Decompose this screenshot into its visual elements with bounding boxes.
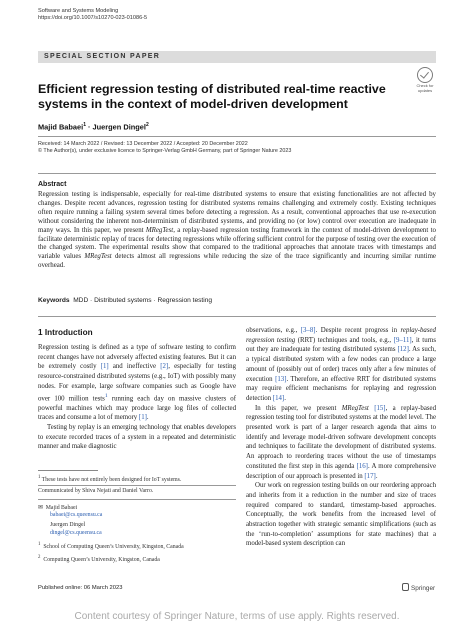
footnote: $^1$ These tests have not entirely been designed for IoT systems. xyxy=(38,475,182,483)
divider xyxy=(38,173,436,174)
citation-link[interactable]: [2] xyxy=(160,363,169,371)
citation-link[interactable]: [3–8] xyxy=(300,327,316,334)
affiliation: School of Computing Queen’s University, Kingston, Canada xyxy=(43,543,184,550)
publisher-logo: Springer xyxy=(402,583,435,592)
courtesy-notice: Content courtesy of Springer Nature, terms of use apply. Rights reserved. xyxy=(74,611,400,622)
journal-header xyxy=(38,8,147,23)
paragraph: Our work on regression testing builds on our reordering approach and inherits from it a reduction in the number and size of traces required compared to standard, timestamp-based approaches. Conceptually, the work benefits from the increased level of abstraction together with strategic semantic simplifications (such as the ‘run-to-completion’ assumptions for state machines) that a model-based system description can xyxy=(246,482,436,548)
published-date: Published online: 06 March 2023 xyxy=(38,585,123,591)
communicated-by: Communicated by Shiva Nejati and Daniel Varro. xyxy=(38,488,154,494)
citation-link[interactable]: [12] xyxy=(397,346,409,354)
citation-link[interactable]: [1] xyxy=(138,414,147,422)
author-name: Juergen Dingel xyxy=(50,522,86,529)
author-name: Majid Babaei xyxy=(45,505,78,511)
springer-horse-icon xyxy=(402,583,409,591)
right-column xyxy=(246,326,436,549)
citation-link[interactable]: [15] xyxy=(374,404,386,412)
abstract-heading: Abstract xyxy=(38,181,67,188)
section-banner xyxy=(38,51,436,63)
paragraph: Regression testing is defined as a type of software testing to confirm recent changes have not adversely affected existing features. But it can be extremely costly [1] and ineffective [2], especially for testing resource-constrained distributed systems (e.g., IoT) with possibly many nodes. For example, large software companies such as Google have over 100 million tests$^1$ running each day on massive clusters of powerful machines which may produce large log files of collected traces and consume a lot of memory [1]. xyxy=(38,344,236,422)
copyright-line: © The Author(s), under exclusive licence to Springer-Verlag GmbH Germany, part of Springer Nature 2023 xyxy=(38,148,292,154)
paragraph: observations, e.g., [3–8]. Despite recent progress in replay-based regression testing (RRT) techniques and tools, e.g., [9–11], it turns out they are inadequate for testing distributed systems [12]. As such, a typical distributed system with a few nodes can produce a large amount of (possibly out of order) traces only after a few minutes of execution [13]. Therefore, an effective RRT for distributed systems may require efficient mechanisms for replaying and regression detection [14]. xyxy=(246,327,436,402)
paper-title: Efficient regression testing of distributed real-time reactive systems in the context of model-driven development xyxy=(38,82,386,111)
author-list: Majid Babaei$^1$ · Juergen Dingel$^2$ xyxy=(38,122,149,132)
citation-link[interactable]: [9–11] xyxy=(393,336,412,344)
section-label: SPECIAL SECTION PAPER xyxy=(44,53,161,60)
keywords: Keywords MDD · Distributed systems · Regression testing xyxy=(38,297,213,304)
article-history xyxy=(38,141,291,155)
citation-link[interactable]: [13] xyxy=(275,375,287,383)
divider xyxy=(38,136,436,137)
author-name[interactable]: Majid Babaei xyxy=(38,122,84,132)
citation-link[interactable]: [17] xyxy=(364,472,376,480)
left-column xyxy=(38,343,236,452)
abstract-text: Regression testing is indispensable, especially for real-time distributed systems to ensure that existing functionalities are not affected by changes. Despite recent advances, regression testing for distributed systems remains challenging and extremely costly. Existing techniques often require running a failing system several times before detecting a regression. As a result, conventional approaches that use re-execution without considering the inherent non-determinism of distributed systems, and providing no (or low) control over execution are inadequate in many ways. In this paper, we present MRegTest, a replay-based regression testing framework in the context of model-driven development to facilitate deterministic replay of traces for detecting regressions while offering sufficient control for the purpose of testing over the execution of the changed system. The experimental results show that compared to the traditional approaches that annotate traces with timestamps and variable values MRegTest detects almost all regressions while reducing the size of the trace significantly and incurring similar runtime overhead. xyxy=(38,191,436,270)
paragraph: Testing by replay is an emerging technology that enables developers to execute recorded traces of a system in a repeated and deterministic manner and make diagnostic xyxy=(38,423,236,451)
email-link[interactable]: babaei@cs.queensu.ca xyxy=(50,512,103,519)
doi-link[interactable]: https://doi.org/10.1007/s10270-023-01086-5 xyxy=(38,15,148,22)
correspondence-block: ✉ Majid Babaei babaei@cs.queensu.ca Juergen Dingel dingel@cs.queensu.ca $^1$ School of Computing Queen’s University, Kingston, Canada $^2$ Computing Queen’s University, Kingston, Canada xyxy=(38,505,184,563)
journal-name: Software and Systems Modeling xyxy=(38,8,119,14)
author-name[interactable]: Juergen Dingel xyxy=(92,122,146,132)
envelope-icon: ✉ xyxy=(38,505,43,511)
citation-link[interactable]: [16] xyxy=(356,462,368,470)
citation-link[interactable]: [1] xyxy=(100,363,109,371)
footnote-divider xyxy=(38,470,98,471)
divider xyxy=(38,485,236,486)
check-icon xyxy=(417,67,433,83)
check-for-updates-label: Check for updates xyxy=(416,83,434,93)
footnote-link[interactable]: 1 xyxy=(104,392,108,399)
divider xyxy=(38,316,436,317)
received-dates: Received: 14 March 2022 / Revised: 13 December 2022 / Accepted: 20 December 2022 xyxy=(38,141,248,147)
divider xyxy=(38,499,236,500)
email-link[interactable]: dingel@cs.queensu.ca xyxy=(50,529,102,536)
paragraph: In this paper, we present MRegTest [15], a replay-based regression testing tool for distributed systems at the model level. The presented work is part of a larger research agenda that aims to identify and leverage model-driven software development concepts and techniques to facilitate the development of distributed systems. An approach to reordering traces without the use of timestamps constituted the first step in this agenda [16]. A more comprehensive description of our approach is presented in [17]. xyxy=(246,404,436,480)
check-for-updates-badge[interactable] xyxy=(412,67,438,97)
introduction-heading: 1 Introduction xyxy=(38,328,93,337)
citation-link[interactable]: [14] xyxy=(272,394,285,402)
affiliation: Computing Queen’s University, Kingston, Canada xyxy=(43,556,160,563)
